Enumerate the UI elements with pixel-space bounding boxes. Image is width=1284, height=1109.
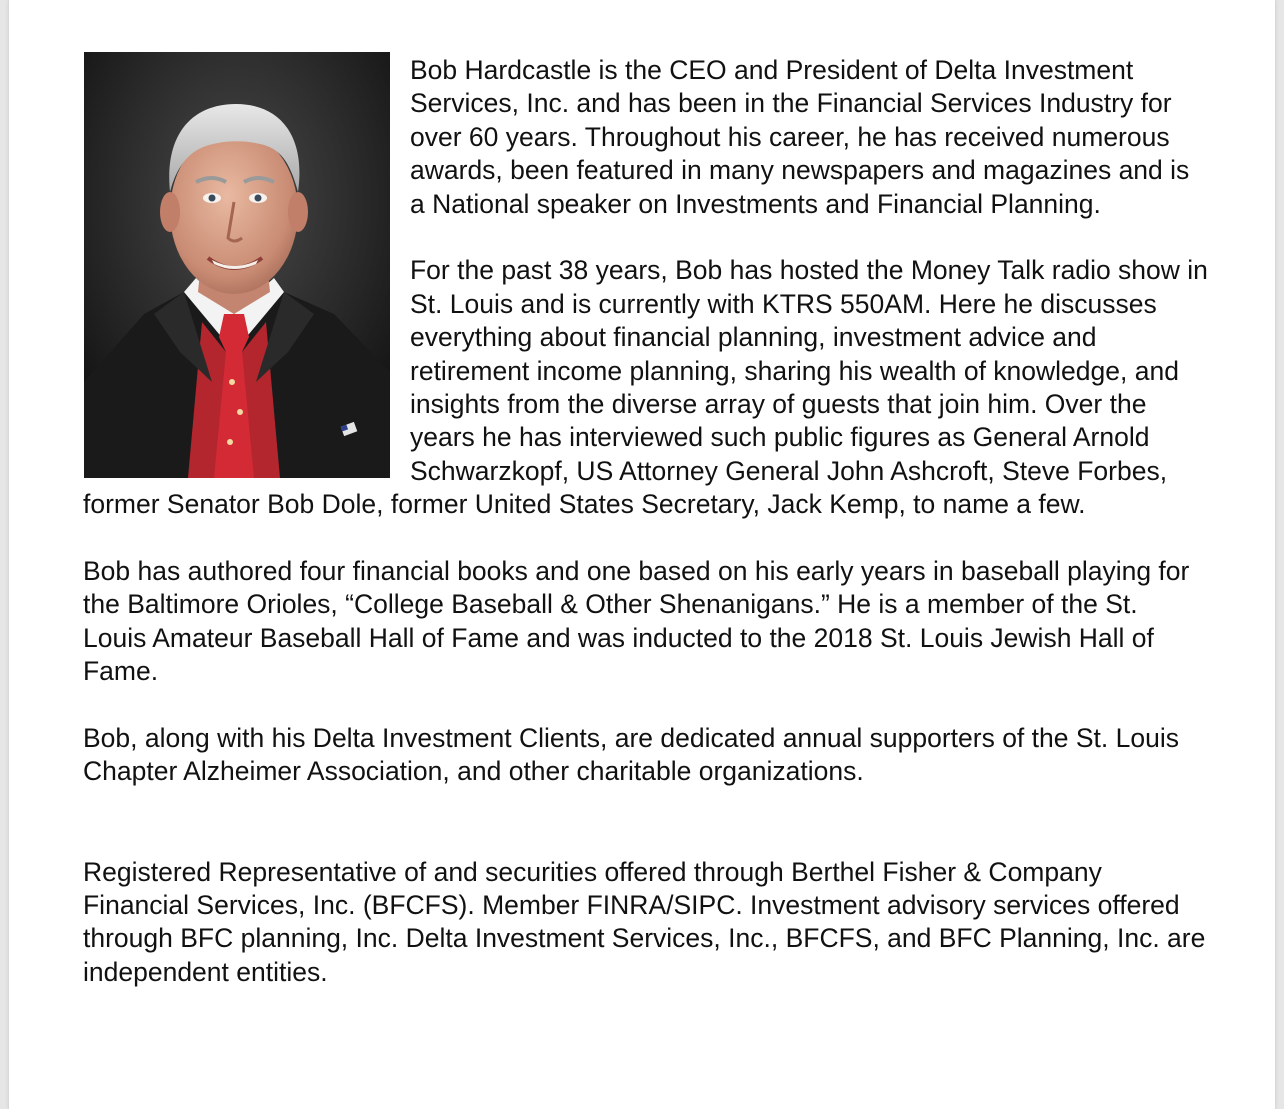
bio-paragraph-4: Bob, along with his Delta Investment Clients, are dedicated annual supporters of the St. Louis Chapter Alzheimer Association, and other charitable organizations. [83,723,1179,787]
spacer [83,822,1208,855]
page-margin-left [0,0,8,1109]
bio-paragraph-2: For the past 38 years, Bob has hosted the Money Talk radio show in St. Louis and is currently with KTRS 550AM. Here he discusses everything about financial planning, investment advice and retirement income planning, sharing his wealth of knowledge, and insights from the diverse array of guests that join him. Over the years he has interviewed such public figures as General Arnold Schwarzkopf, US Attorney General John Ashcroft, Steve Forbes, former Senator Bob Dole, former United States Secretary, Jack Kemp, to name a few. [83,255,1208,520]
bio-paragraph-1: Bob Hardcastle is the CEO and President of Delta Investment Services, Inc. and has been in the Financial Services Industry for over 60 years. Throughout his career, he has received numerous awards, been featured in many newspapers and magazines and is a National speaker on Investments and Financial Planning. [410,55,1190,219]
bio-paragraph-3: Bob has authored four financial books and one based on his early years in baseball playing for the Baltimore Orioles, “College Baseball & Other Shenanigans.” He is a member of the St. Louis Amateur Baseball Hall of Fame and was inducted to the 2018 St. Louis Jewish Hall of Fame. [83,556,1190,687]
disclosure-text: Registered Representative of and securities offered through Berthel Fisher & Company Financial Services, Inc. (BFCFS). Member FINRA/SIPC. Investment advisory services offered through BFC planning, Inc. Delta Investment Services, Inc., BFCFS, and BFC Planning, Inc. are independent entities. [83,856,1206,987]
document-content [83,52,1208,1023]
portrait-photo [84,52,390,478]
